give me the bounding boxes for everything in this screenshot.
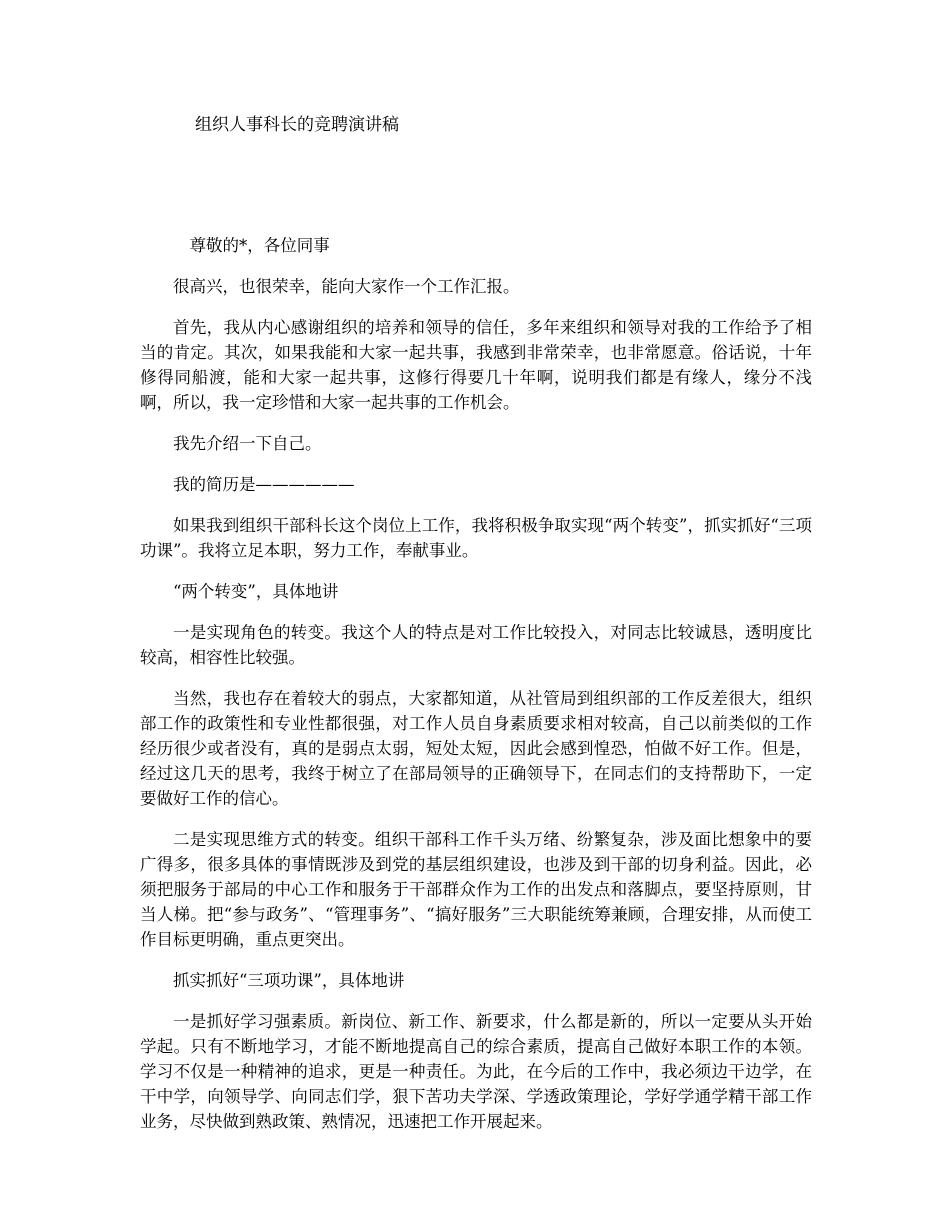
- section-heading-paragraph: 抓实抓好“三项功课”，具体地讲: [173, 971, 405, 990]
- document-body: [140, 233, 812, 1150]
- body-paragraph: 一是实现角色的转变。我这个人的特点是对工作比较投入，对同志比较诚恳，透明度比较高，相容性比较强。: [140, 623, 812, 667]
- body-paragraph: 我的简历是——————: [173, 475, 355, 494]
- section-heading-paragraph: “两个转变”，具体地讲: [173, 582, 339, 601]
- body-paragraph: 如果我到组织干部科长这个岗位上工作，我将积极争取实现“两个转变”，抓实抓好“三项功课”。我将立足本职，努力工作，奉献事业。: [140, 516, 812, 560]
- body-paragraph: 当然，我也存在着较大的弱点，大家都知道，从社管局到组织部的工作反差很大，组织部工作的政策性和专业性都很强，对工作人员自身素质要求相对较高，自己以前类似的工作经历很少或者没有，真的是弱点太弱，短处太短，因此会感到惶恐，怕做不好工作。但是，经过这几天的思考，我终于树立了在部局领导的正确领导下，在同志们的支持帮助下，一定要做好工作的信心。: [140, 689, 812, 808]
- body-paragraph: 二是实现思维方式的转变。组织干部科工作千头万绪、纷繁复杂，涉及面比想象中的要广得多，很多具体的事情既涉及到党的基层组织建设，也涉及到干部的切身利益。因此，必须把服务于部局的中心工作和服务于干部群众作为工作的出发点和落脚点，要坚持原则，甘当人梯。把“参与政务”、“管理事务”、“搞好服务”三大职能统筹兼顾，合理安排，从而使工作目标更明确，重点更突出。: [140, 830, 812, 949]
- salutation-paragraph: 尊敬的*，各位同事: [189, 236, 330, 255]
- body-paragraph: 很高兴，也很荣幸，能向大家作一个工作汇报。: [173, 277, 520, 296]
- body-paragraph: 首先，我从内心感谢组织的培养和领导的信任，多年来组织和领导对我的工作给予了相当的肯定。其次，如果我能和大家一起共事，我感到非常荣幸，也非常愿意。俗话说，十年修得同船渡，能和大家一起共事，这修行得要几十年啊，说明我们都是有缘人，缘分不浅啊，所以，我一定珍惜和大家一起共事的工作机会。: [140, 318, 812, 412]
- body-paragraph: 一是抓好学习强素质。新岗位、新工作、新要求，什么都是新的，所以一定要从头开始学起。只有不断地学习，才能不断地提高自己的综合素质，提高自己做好本职工作的本领。学习不仅是一种精神的追求，更是一种责任。为此，在今后的工作中，我必须边干边学，在干中学，向领导学、向同志们学，狠下苦功夫学深、学透政策理论，学好学通学精干部工作业务，尽快做到熟政策、熟情况，迅速把工作开展起来。: [140, 1012, 812, 1131]
- body-paragraph: 我先介绍一下自己。: [173, 434, 322, 453]
- document-title: 组织人事科长的竞聘演讲稿: [195, 115, 399, 135]
